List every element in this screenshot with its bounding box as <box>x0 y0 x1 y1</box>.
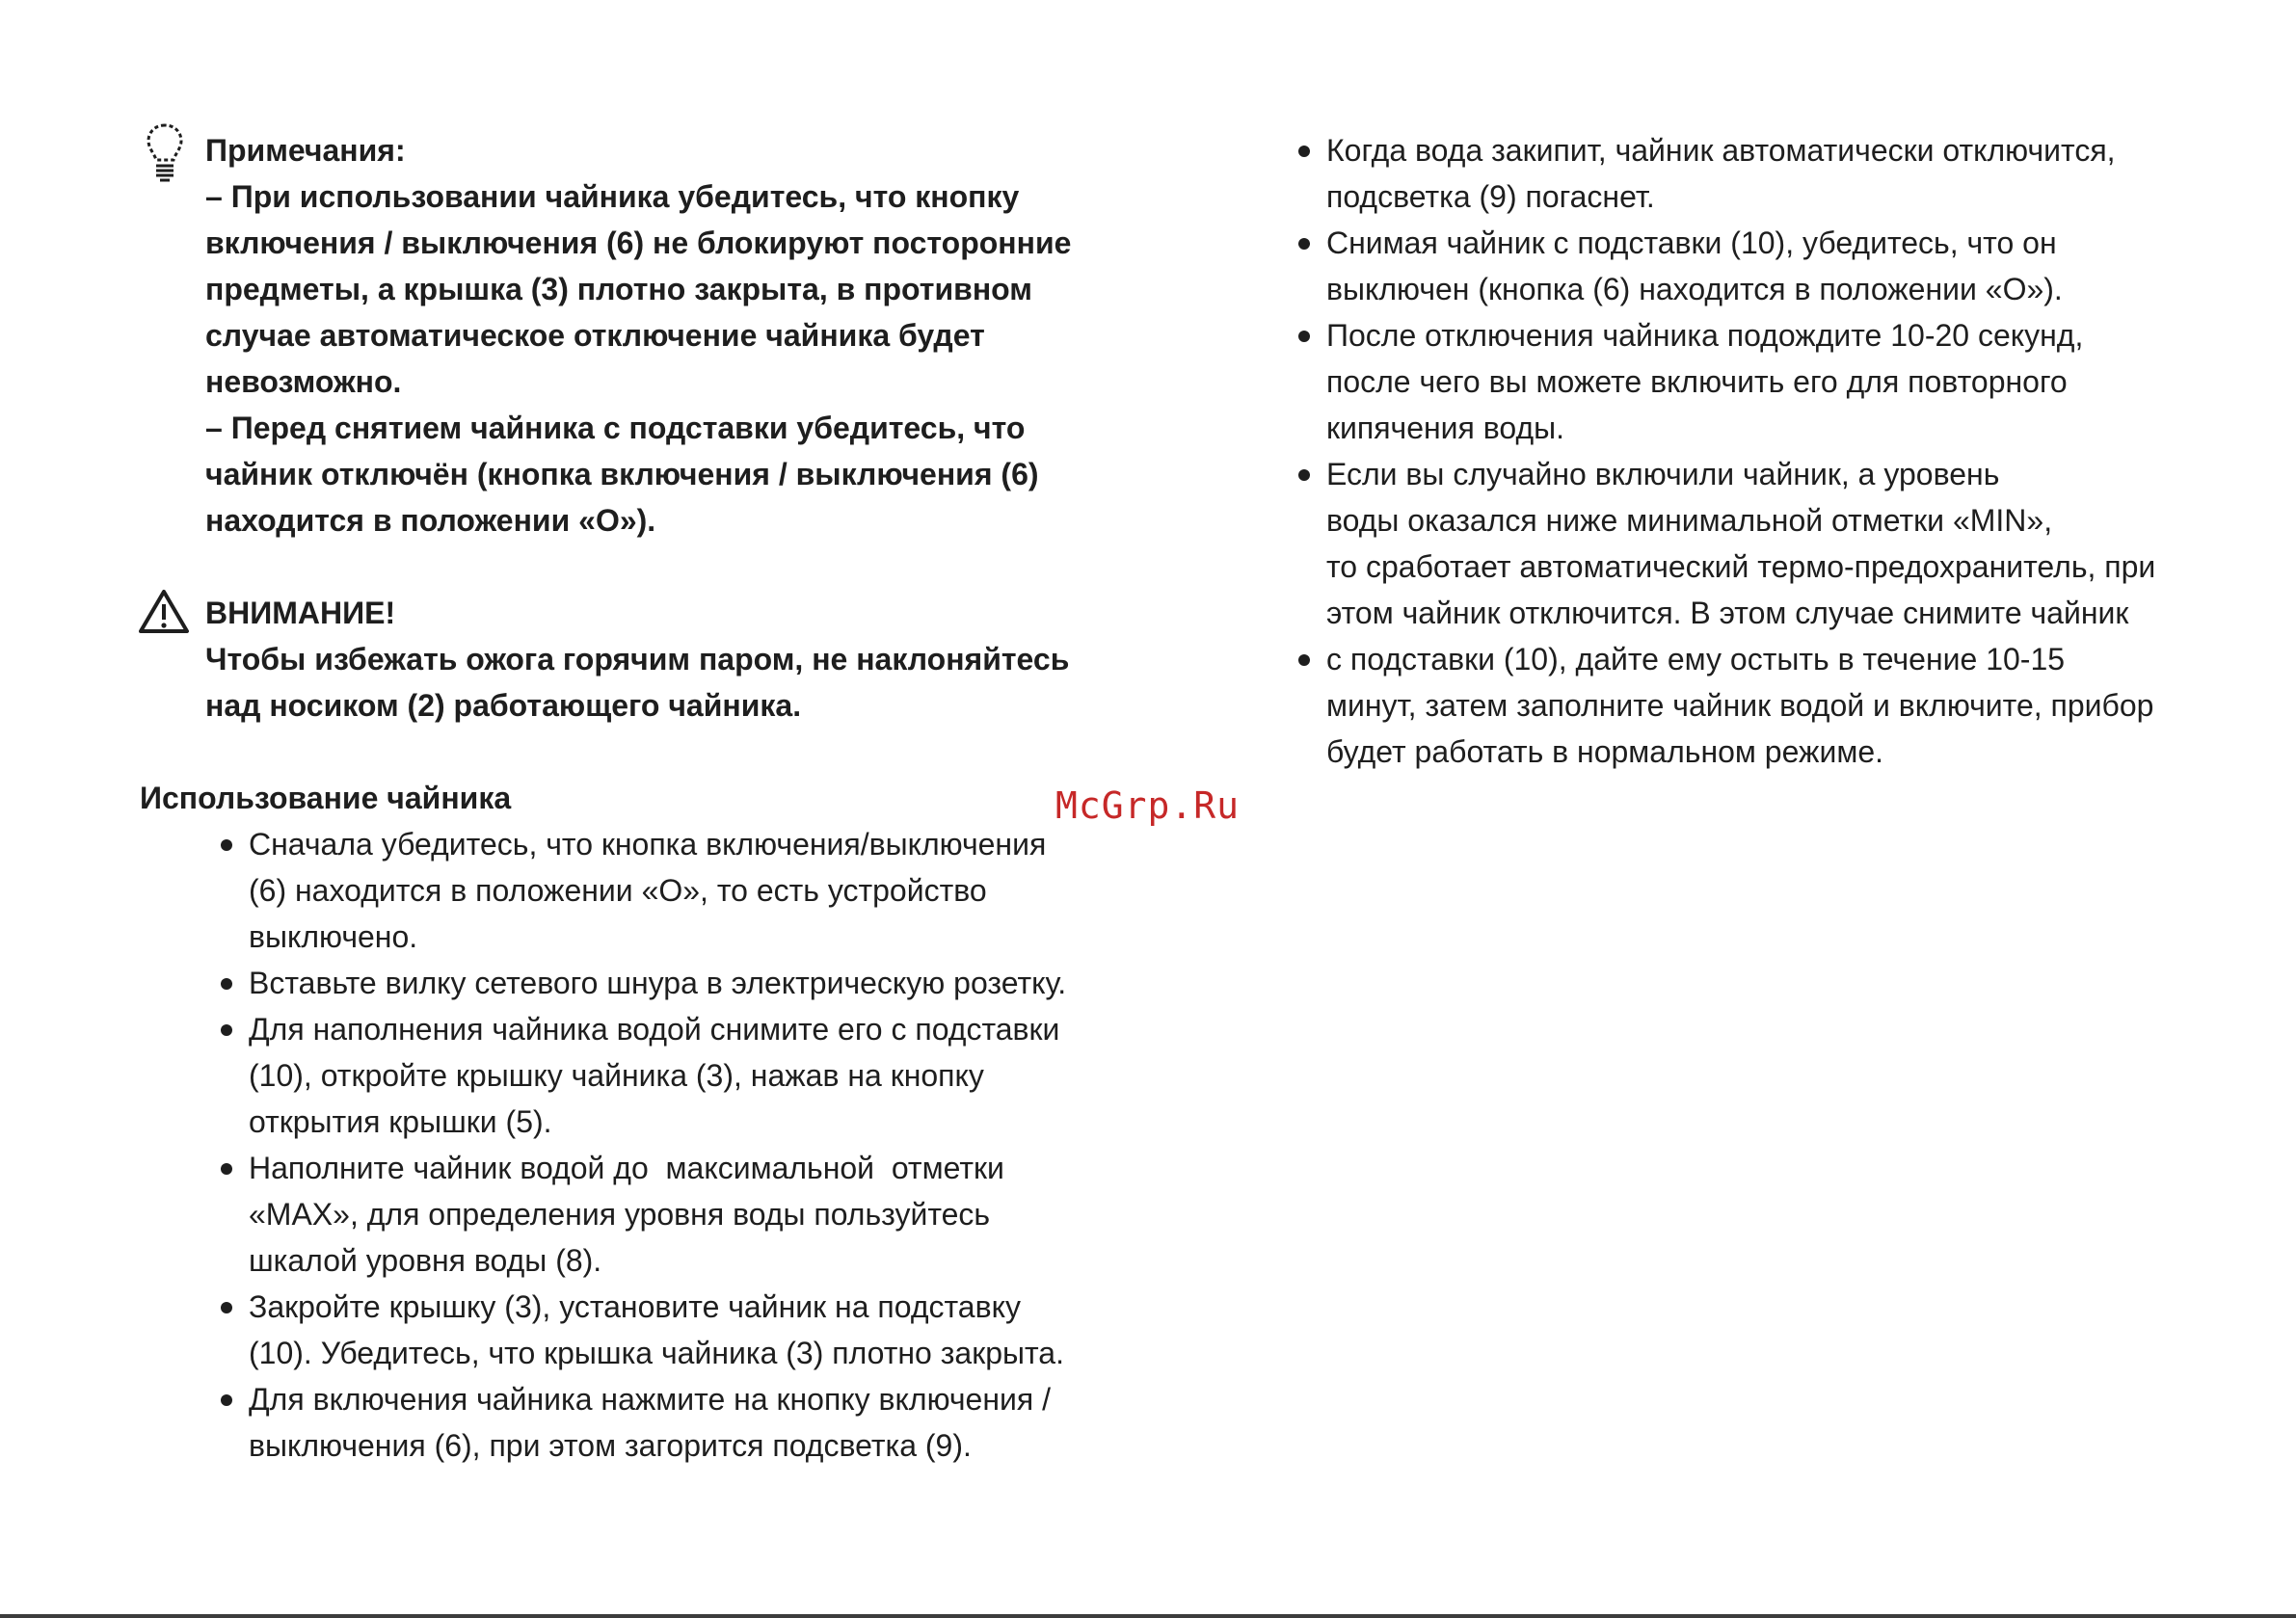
usage-line: выключения (6), при этом загорится подсветка (9). <box>249 1428 972 1463</box>
right-line: кипячения воды. <box>1326 411 1565 445</box>
right-line: этом чайник отключится. В этом случае снимите чайник <box>1326 596 2129 630</box>
usage-line: (6) находится в положении «O», то есть устройство <box>249 873 987 908</box>
usage-item: Для наполнения чайника водой снимите его с подставки <box>249 1006 1059 1052</box>
warning-title: ВНИМАНИЕ! <box>205 596 396 630</box>
notes-line: невозможно. <box>205 364 402 399</box>
warning-triangle-icon <box>138 588 190 634</box>
notes-line: включения / выключения (6) не блокируют посторонние <box>205 225 1072 260</box>
notes-line: предметы, а крышка (3) плотно закрыта, в противном <box>205 272 1032 306</box>
notes-line: чайник отключён (кнопка включения / выключения (6) <box>205 457 1039 491</box>
usage-line: «MAX», для определения уровня воды пользуйтесь <box>249 1197 991 1232</box>
usage-line: выключено. <box>249 919 418 954</box>
usage-line: шкалой уровня воды (8). <box>249 1243 602 1278</box>
notes-line: находится в положении «O»). <box>205 503 656 538</box>
right-line: будет работать в нормальном режиме. <box>1326 734 1883 769</box>
warning-line: над носиком (2) работающего чайника. <box>205 688 802 723</box>
notes-line: случае автоматическое отключение чайника будет <box>205 318 985 353</box>
watermark: McGrp.Ru <box>1055 784 1241 827</box>
right-line: то сработает автоматический термо-предохранитель, при <box>1326 549 2156 584</box>
usage-item: Закройте крышку (3), установите чайник на подставку <box>249 1284 1021 1330</box>
right-line: воды оказался ниже минимальной отметки «MIN», <box>1326 503 2053 538</box>
warning-line: Чтобы избежать ожога горячим паром, не наклоняйтесь <box>205 642 1070 676</box>
right-line: выключен (кнопка (6) находится в положении «O»). <box>1326 272 2063 306</box>
right-line: после чего вы можете включить его для повторного <box>1326 364 2068 399</box>
usage-heading: Использование чайника <box>140 781 512 815</box>
notes-line: – Перед снятием чайника с подставки убедитесь, что <box>205 411 1026 445</box>
bottom-divider <box>0 1614 2296 1618</box>
right-item: После отключения чайника подождите 10‑20 секунд, <box>1326 312 2083 358</box>
right-item: Когда вода закипит, чайник автоматически отключится, <box>1326 127 2116 173</box>
usage-item: Сначала убедитесь, что кнопка включения/выключения <box>249 821 1046 867</box>
right-item: Если вы случайно включили чайник, а уровень <box>1326 451 1999 497</box>
right-line: подсветка (9) погаснет. <box>1326 179 1655 214</box>
usage-item: Наполните чайник водой до максимальной отметки <box>249 1145 1004 1191</box>
usage-line: (10), откройте крышку чайника (3), нажав на кнопку <box>249 1058 984 1093</box>
notes-title: Примечания: <box>205 133 406 168</box>
right-item: с подставки (10), дайте ему остыть в течение 10‑15 <box>1326 636 2065 682</box>
lightbulb-icon <box>145 121 185 183</box>
right-item: Снимая чайник с подставки (10), убедитесь, что он <box>1326 220 2057 266</box>
usage-line: (10). Убедитесь, что крышка чайника (3) плотно закрыта. <box>249 1336 1064 1370</box>
usage-item: Вставьте вилку сетевого шнура в электрическую розетку. <box>249 960 1066 1006</box>
right-line: минут, затем заполните чайник водой и включите, прибор <box>1326 688 2154 723</box>
usage-item: Для включения чайника нажмите на кнопку включения / <box>249 1376 1051 1422</box>
notes-line: – При использовании чайника убедитесь, что кнопку <box>205 179 1020 214</box>
usage-line: открытия крышки (5). <box>249 1104 552 1139</box>
